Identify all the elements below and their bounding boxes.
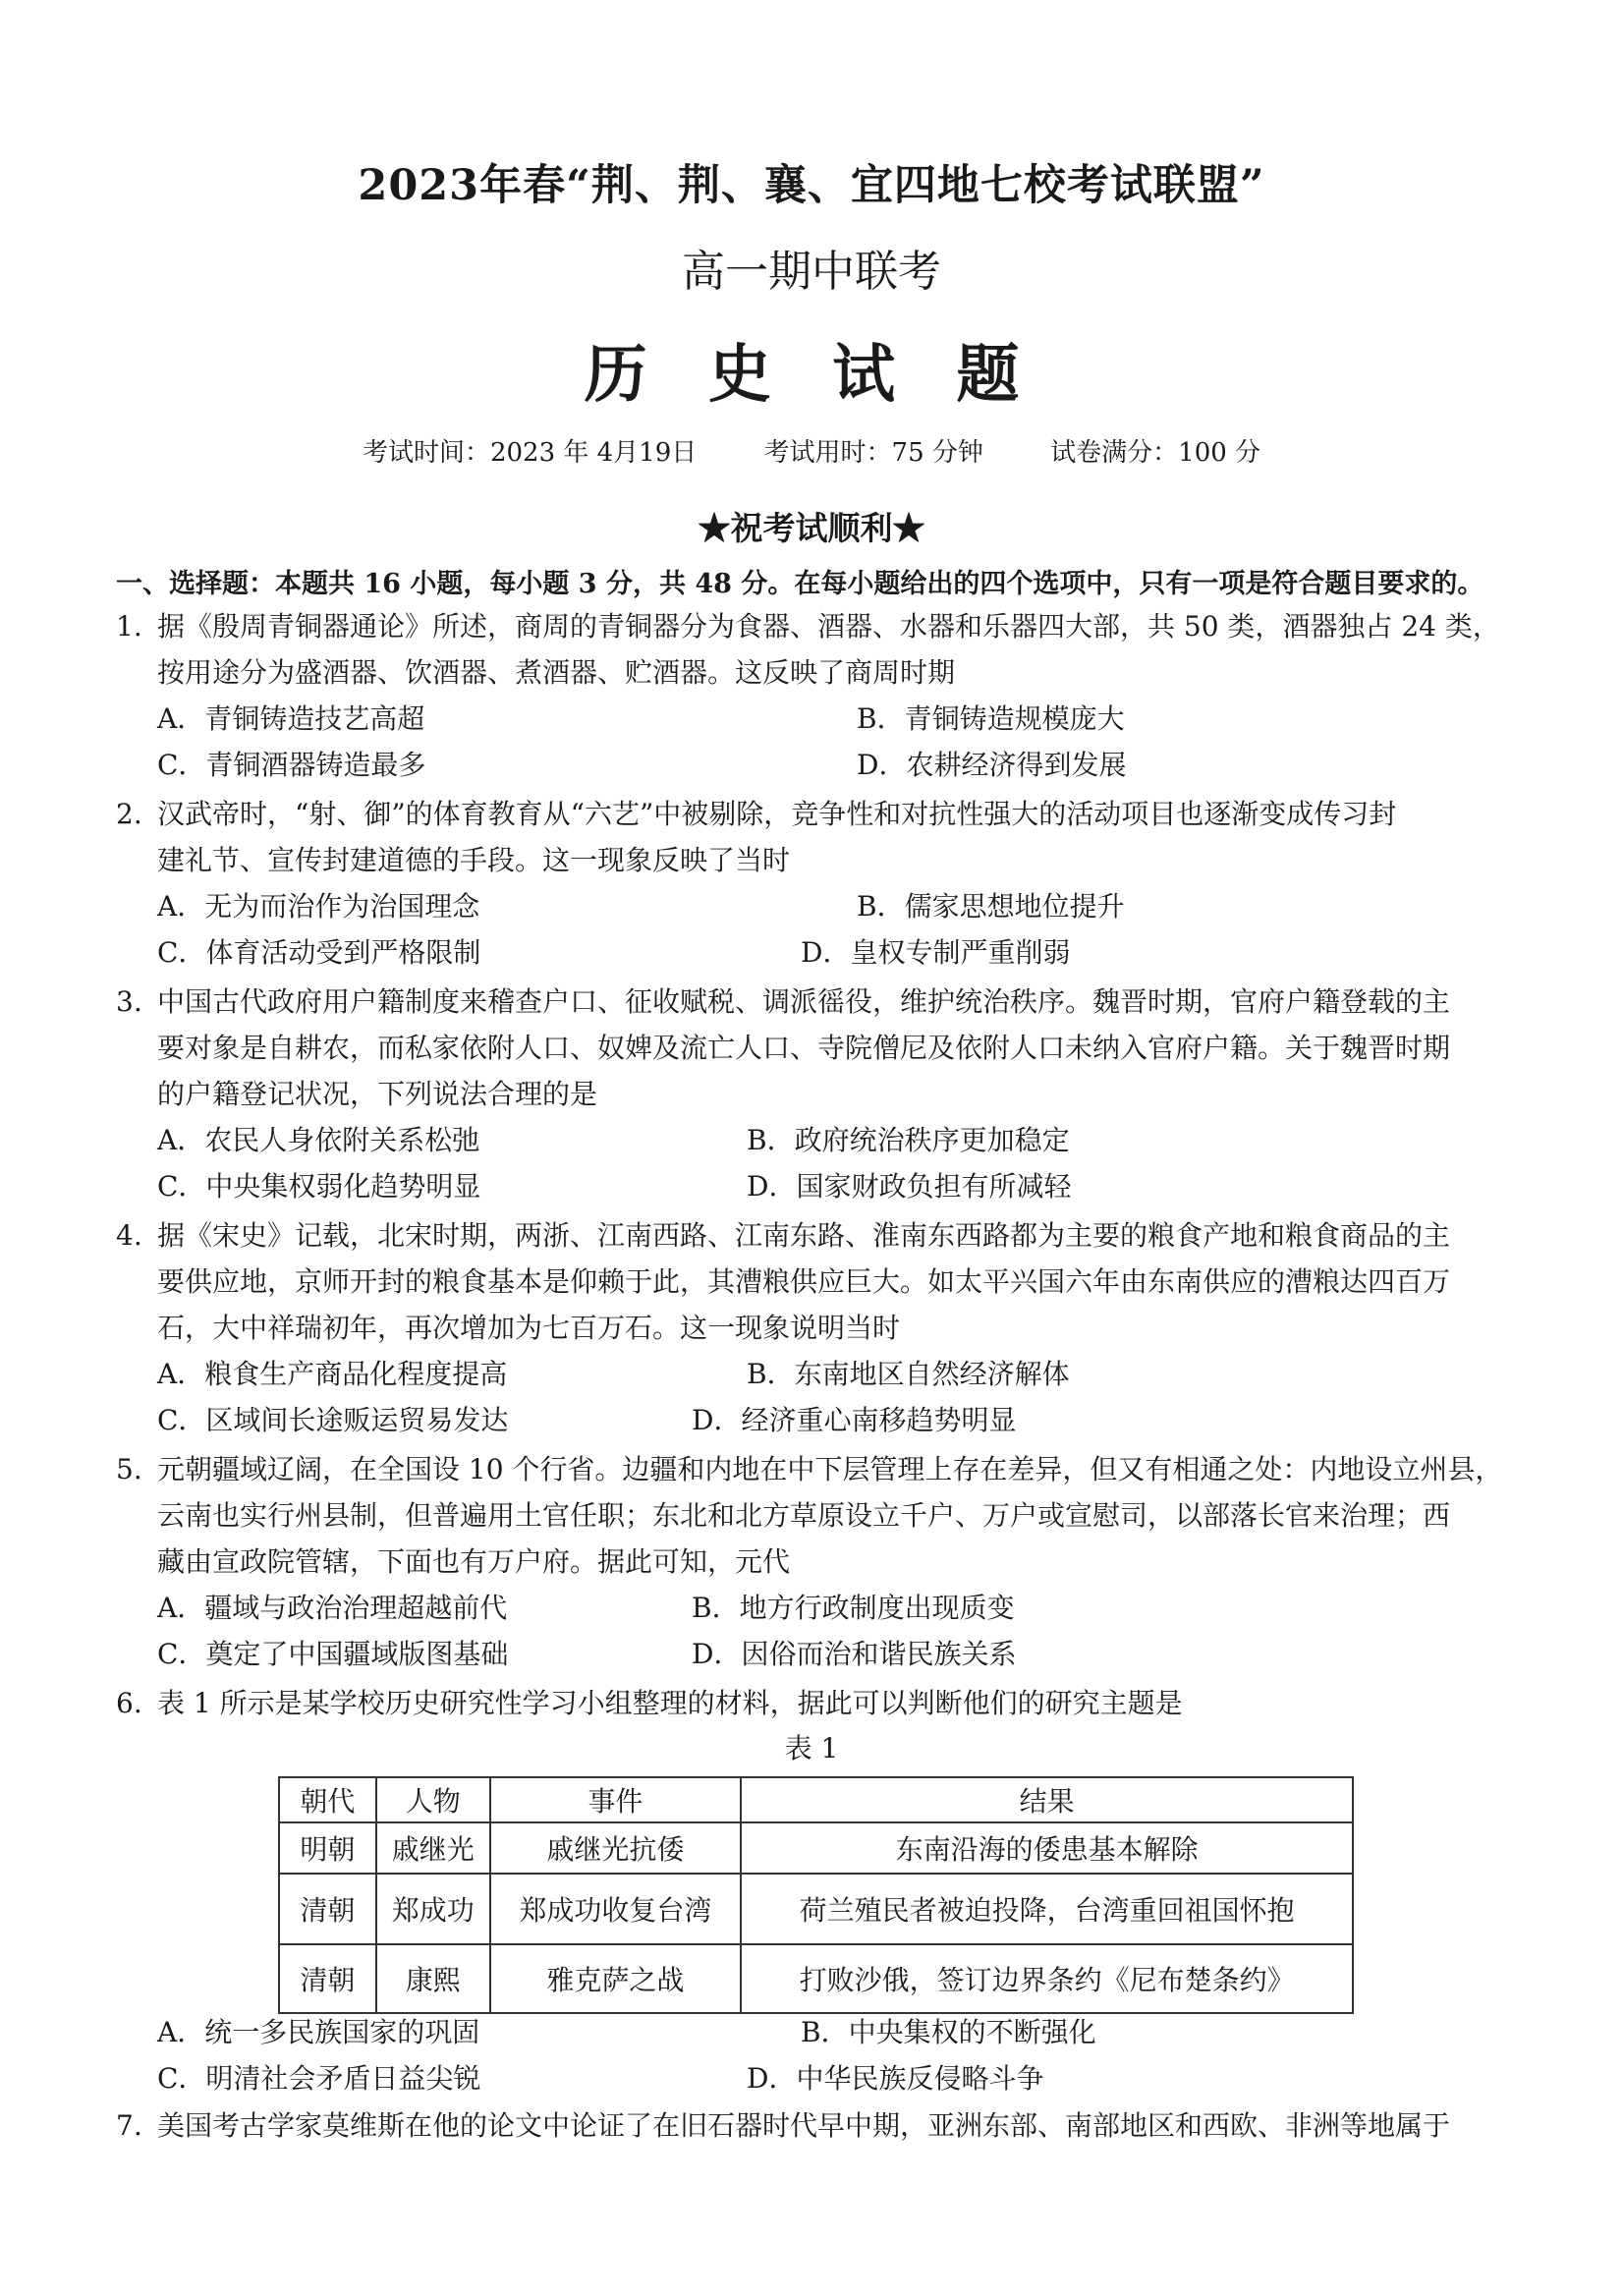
table-row	[279, 1874, 1353, 1944]
option-b[interactable]: B．东南地区自然经济解体	[747, 1358, 1070, 1390]
question-stem	[157, 603, 1511, 788]
option-row	[157, 1351, 1511, 1397]
exam-time: 考试时间：2023 年 4月19日	[362, 438, 698, 468]
material-table	[278, 1776, 1354, 2014]
stem-line: 石，大中祥瑞初年，再次增加为七百万石。这一现象说明当时	[157, 1312, 901, 1344]
question-3	[116, 979, 1511, 1209]
question-number: 1.	[116, 610, 142, 643]
table-caption: 表 1	[784, 1732, 839, 1764]
question-stem	[157, 791, 1511, 976]
stem-line: 元朝疆域辽阔，在全国设 10 个行省。边疆和内地在中下层管理上存在差异，但又有相通之处：内地设立州县，	[157, 1453, 1503, 1485]
stem-line: 要对象是自耕农，而私家依附人口、奴婢及流亡人口、寺院僧尼及依附人口未纳入官府户籍。关于魏晋时期	[157, 1032, 1451, 1064]
question-stem	[157, 1680, 1511, 1726]
table-cell: 清朝	[279, 1874, 376, 1944]
question-stem	[157, 1446, 1511, 1677]
table-row	[279, 1822, 1353, 1874]
column-header: 结果	[741, 1777, 1353, 1822]
stem-line: 中国古代政府用户籍制度来稽查户口、征收赋税、调派徭役，维护统治秩序。魏晋时期，官府户籍登载的主	[157, 985, 1451, 1018]
option-c[interactable]: C．青铜酒器铸造最多	[157, 749, 426, 781]
stem-line: 表 1 所示是某学校历史研究性学习小组整理的材料，据此可以判断他们的研究主题是	[157, 1687, 1183, 1719]
exam-meta	[0, 432, 1623, 469]
option-a[interactable]: A．农民人身依附关系松弛	[157, 1124, 480, 1156]
question-number: 2.	[116, 798, 142, 830]
exam-subtitle: 高一期中联考	[682, 247, 941, 297]
question-6-options	[116, 2009, 1511, 2101]
table-cell: 东南沿海的倭患基本解除	[741, 1822, 1353, 1874]
table-cell: 郑成功	[376, 1874, 490, 1944]
table-cell: 康熙	[376, 1944, 490, 2013]
option-d[interactable]: D．国家财政负担有所减轻	[747, 1170, 1072, 1203]
table-cell: 清朝	[279, 1944, 376, 2013]
option-row	[157, 1397, 1511, 1443]
stem-line: 的户籍登记状况，下列说法合理的是	[157, 1078, 598, 1110]
option-row	[157, 2009, 1511, 2055]
table-cell: 戚继光抗倭	[490, 1822, 742, 1874]
option-a[interactable]: A．统一多民族国家的巩固	[157, 2016, 480, 2048]
option-row	[157, 742, 1511, 788]
option-b[interactable]: B．地方行政制度出现质变	[692, 1592, 1015, 1624]
table-cell: 打败沙俄，签订边界条约《尼布楚条约》	[741, 1944, 1353, 2013]
stem-line: 汉武帝时，“射、御”的体育教育从“六艺”中被剔除，竞争性和对抗性强大的活动项目也逐渐变成传习封	[157, 798, 1397, 830]
question-number: 3.	[116, 985, 142, 1018]
option-a[interactable]: A．无为而治作为治国理念	[157, 890, 480, 923]
section-title: 一、选择题：本题共 16 小题，每小题 3 分，共 48 分。在每小题给出的四个选项中，只有一项是符合题目要求的。	[116, 569, 1484, 599]
stem-line: 建礼节、宣传封建道德的手段。这一现象反映了当时	[157, 844, 791, 876]
question-number: 6.	[116, 1687, 142, 1719]
question-stem	[157, 979, 1511, 1209]
option-d[interactable]: D．中华民族反侵略斗争	[747, 2062, 1044, 2095]
option-c[interactable]: C．奠定了中国疆域版图基础	[157, 1638, 509, 1670]
stem-line: 藏由宣政院管辖，下面也有万户府。据此可知，元代	[157, 1545, 791, 1578]
option-a[interactable]: A．粮食生产商品化程度提高	[157, 1358, 508, 1390]
exam-full-score: 试卷满分：100 分	[1050, 438, 1261, 468]
option-d[interactable]: D．皇权专制严重削弱	[801, 936, 1071, 969]
option-c[interactable]: C．体育活动受到严格限制	[157, 936, 481, 969]
option-a[interactable]: A．疆域与政治治理超越前代	[157, 1592, 508, 1624]
table-cell: 郑成功收复台湾	[490, 1874, 742, 1944]
table-cell: 明朝	[279, 1822, 376, 1874]
question-stem	[157, 2102, 1511, 2149]
option-c[interactable]: C．区域间长途贩运贸易发达	[157, 1404, 509, 1436]
question-2	[116, 791, 1511, 976]
exam-duration: 考试用时：75 分钟	[763, 438, 983, 468]
option-row	[157, 1117, 1511, 1163]
good-luck-banner: ★祝考试顺利★	[698, 509, 925, 547]
table-header-row	[279, 1777, 1353, 1822]
option-d[interactable]: D．因俗而治和谐民族关系	[692, 1638, 1017, 1670]
question-stem	[157, 1212, 1511, 1443]
option-a[interactable]: A．青铜铸造技艺高超	[157, 702, 425, 735]
option-c[interactable]: C．明清社会矛盾日益尖锐	[157, 2062, 481, 2095]
option-block	[157, 2009, 1511, 2101]
table-cell: 雅克萨之战	[490, 1944, 742, 2013]
question-7	[116, 2102, 1511, 2149]
table-cell: 荷兰殖民者被迫投降，台湾重回祖国怀抱	[741, 1874, 1353, 1944]
stem-line: 按用途分为盛酒器、饮酒器、煮酒器、贮酒器。这反映了商周时期	[157, 656, 956, 689]
stem-line: 美国考古学家莫维斯在他的论文中论证了在旧石器时代早中期，亚洲东部、南部地区和西欧、非洲等地属于	[157, 2109, 1451, 2142]
option-d[interactable]: D．经济重心南移趋势明显	[692, 1404, 1017, 1436]
option-row	[157, 883, 1511, 929]
stem-line: 据《殷周青铜器通论》所述，商周的青铜器分为食器、酒器、水器和乐器四大部，共 50 类，酒器独占 24 类，	[157, 610, 1500, 643]
stem-line: 要供应地，京师开封的粮食基本是仰赖于此，其漕粮供应巨大。如太平兴国六年由东南供应的漕粮达四百万	[157, 1265, 1451, 1298]
question-number: 5.	[116, 1453, 142, 1485]
option-b[interactable]: B．青铜铸造规模庞大	[857, 702, 1125, 735]
option-d[interactable]: D．农耕经济得到发展	[857, 749, 1127, 781]
exam-title: 2023年春“荆、荆、襄、宜四地七校考试联盟”	[358, 161, 1265, 210]
table-row	[279, 1944, 1353, 2013]
stem-line: 据《宋史》记载，北宋时期，两浙、江南西路、江南东路、淮南东西路都为主要的粮食产地和粮食商品的主	[157, 1219, 1451, 1252]
question-6	[116, 1680, 1511, 1726]
option-row	[157, 1631, 1511, 1677]
question-number: 7.	[116, 2109, 142, 2142]
option-row	[157, 2055, 1511, 2101]
option-b[interactable]: B．政府统治秩序更加稳定	[747, 1124, 1070, 1156]
table-cell: 戚继光	[376, 1822, 490, 1874]
option-row	[157, 929, 1511, 976]
stem-line: 云南也实行州县制，但普遍用土官任职；东北和北方草原设立千户、万户或宣慰司，以部落长官来治理；西	[157, 1499, 1451, 1532]
column-header: 人物	[376, 1777, 490, 1822]
option-row	[157, 1163, 1511, 1209]
subject-title: 历 史 试 题	[584, 338, 1039, 412]
question-1	[116, 603, 1511, 788]
question-5	[116, 1446, 1511, 1677]
question-4	[116, 1212, 1511, 1443]
question-number: 4.	[116, 1219, 142, 1252]
option-row	[157, 696, 1511, 742]
option-row	[157, 1585, 1511, 1631]
column-header: 朝代	[279, 1777, 376, 1822]
column-header: 事件	[490, 1777, 742, 1822]
option-b[interactable]: B．儒家思想地位提升	[857, 890, 1125, 923]
option-b[interactable]: B．中央集权的不断强化	[801, 2016, 1096, 2048]
option-c[interactable]: C．中央集权弱化趋势明显	[157, 1170, 481, 1203]
